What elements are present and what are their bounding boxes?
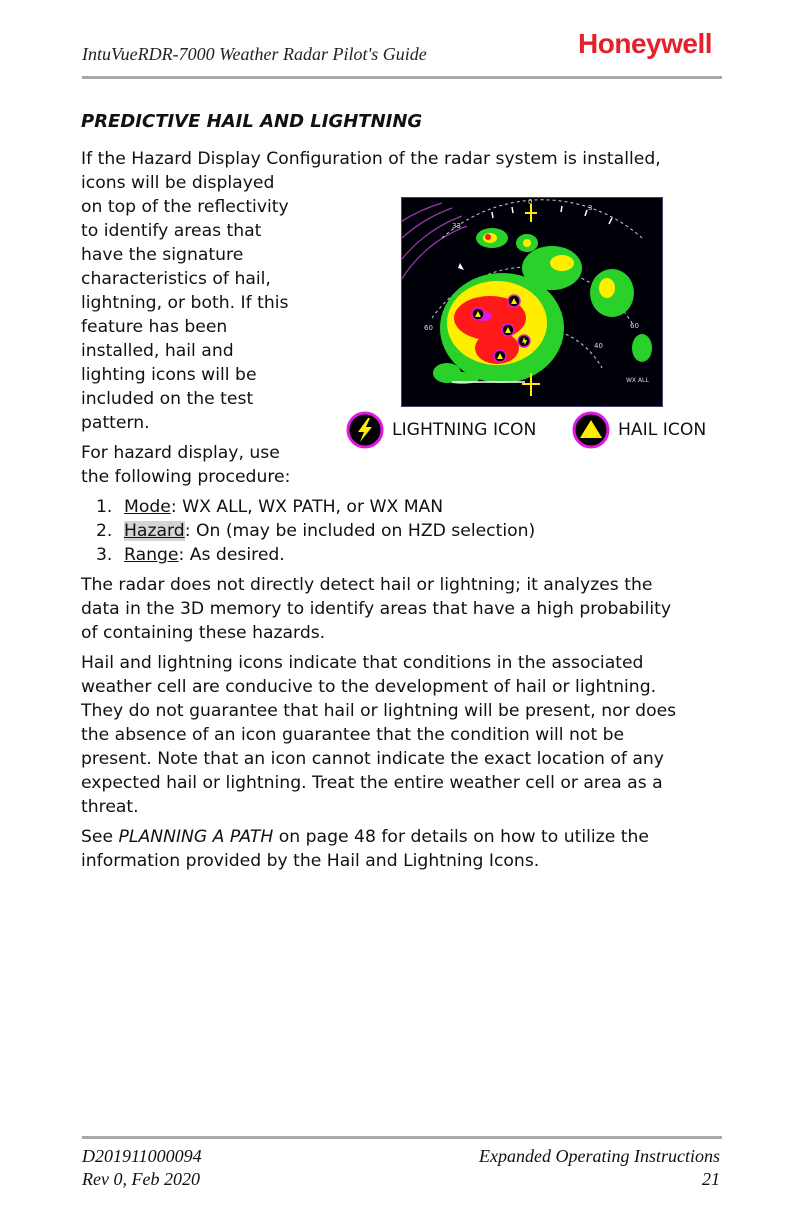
page-number: 21 <box>702 1169 720 1189</box>
step-text: : As desired. <box>178 545 285 565</box>
paragraph-line: The radar does not directly detect hail or lightning; it analyzes the <box>81 575 653 595</box>
lightning-icon <box>346 411 384 449</box>
range-label: 60 <box>424 324 433 332</box>
hail-icon <box>572 411 610 449</box>
intro-line: on top of the reflectivity <box>81 197 289 217</box>
step-term: Range <box>124 545 179 565</box>
step-number: 1. <box>96 497 113 517</box>
section-heading: PREDICTIVE HAIL AND LIGHTNING <box>81 111 423 132</box>
paragraph-line: weather cell are conducive to the development of hail or lightning. <box>81 677 657 697</box>
intro-line: If the Hazard Display Configuration of the radar system is installed, <box>81 149 661 169</box>
paragraph-line: Hail and lightning icons indicate that conditions in the associated <box>81 653 644 673</box>
doc-type: Expanded Operating Instructions <box>479 1146 720 1166</box>
procedure-step <box>96 543 535 567</box>
hail-legend <box>572 411 706 449</box>
intro-line: have the signature <box>81 245 244 265</box>
intro-wrapped-text <box>81 171 341 435</box>
procedure-intro-line: For hazard display, use <box>81 443 280 463</box>
mode-label: WX ALL <box>626 377 649 384</box>
lightning-icon-label: LIGHTNING ICON <box>392 420 537 440</box>
paragraph-line: They do not guarantee that hail or lightning will be present, nor does <box>81 701 677 721</box>
intro-line: installed, hail and <box>81 341 234 361</box>
procedure-steps <box>96 495 535 567</box>
detection-paragraph <box>81 573 721 645</box>
paragraph-line: expected hail or lightning. Treat the entire weather cell or area as a <box>81 773 663 793</box>
range-label: 3 <box>588 204 593 212</box>
see-also-paragraph <box>81 825 721 873</box>
paragraph-line: data in the 3D memory to identify areas that have a high probability <box>81 599 672 619</box>
see-suffix: on page 48 for details on how to utilize the <box>273 827 649 847</box>
procedure-intro <box>81 441 341 489</box>
intro-line: characteristics of hail, <box>81 269 271 289</box>
intro-line: lighting icons will be <box>81 365 257 385</box>
step-term: Hazard <box>124 521 185 541</box>
step-number: 3. <box>96 545 113 565</box>
see-line-2: information provided by the Hail and Lightning Icons. <box>81 851 540 871</box>
step-text: : WX ALL, WX PATH, or WX MAN <box>170 497 444 517</box>
range-label: 33 <box>452 222 461 230</box>
see-prefix: See <box>81 827 119 847</box>
procedure-step <box>96 495 535 519</box>
procedure-step <box>96 519 535 543</box>
intro-line: included on the test <box>81 389 254 409</box>
honeywell-logo: Honeywell <box>578 28 712 59</box>
range-label: 60 <box>630 322 639 330</box>
paragraph-line: of containing these hazards. <box>81 623 326 643</box>
procedure-intro-line: the following procedure: <box>81 467 291 487</box>
hail-icon-label: HAIL ICON <box>618 420 707 440</box>
paragraph-line: threat. <box>81 797 139 817</box>
footer-rule <box>82 1136 722 1139</box>
icons-paragraph <box>81 651 721 819</box>
revision: Rev 0, Feb 2020 <box>82 1169 200 1189</box>
paragraph-line: the absence of an icon guarantee that the condition will not be <box>81 725 625 745</box>
radar-display-figure <box>401 197 663 407</box>
lightning-legend <box>346 411 536 449</box>
intro-line: lightning, or both. If this <box>81 293 289 313</box>
intro-line: icons will be displayed <box>81 173 275 193</box>
step-term: Mode <box>124 497 171 517</box>
paragraph-line: present. Note that an icon cannot indicate the exact location of any <box>81 749 664 769</box>
intro-line: feature has been <box>81 317 228 337</box>
intro-line: to identify areas that <box>81 221 262 241</box>
header-rule <box>82 76 722 79</box>
range-label: 0 <box>528 198 533 206</box>
intro-paragraph <box>81 147 721 171</box>
step-text: : On (may be included on HZD selection) <box>184 521 536 541</box>
step-number: 2. <box>96 521 113 541</box>
doc-number: D201911000094 <box>82 1146 202 1166</box>
intro-line: pattern. <box>81 413 150 433</box>
range-label: 40 <box>594 342 603 350</box>
running-header-title: IntuVueRDR-7000 Weather Radar Pilot's Guide <box>82 44 427 64</box>
cross-reference-link[interactable]: PLANNING A PATH <box>118 827 274 847</box>
